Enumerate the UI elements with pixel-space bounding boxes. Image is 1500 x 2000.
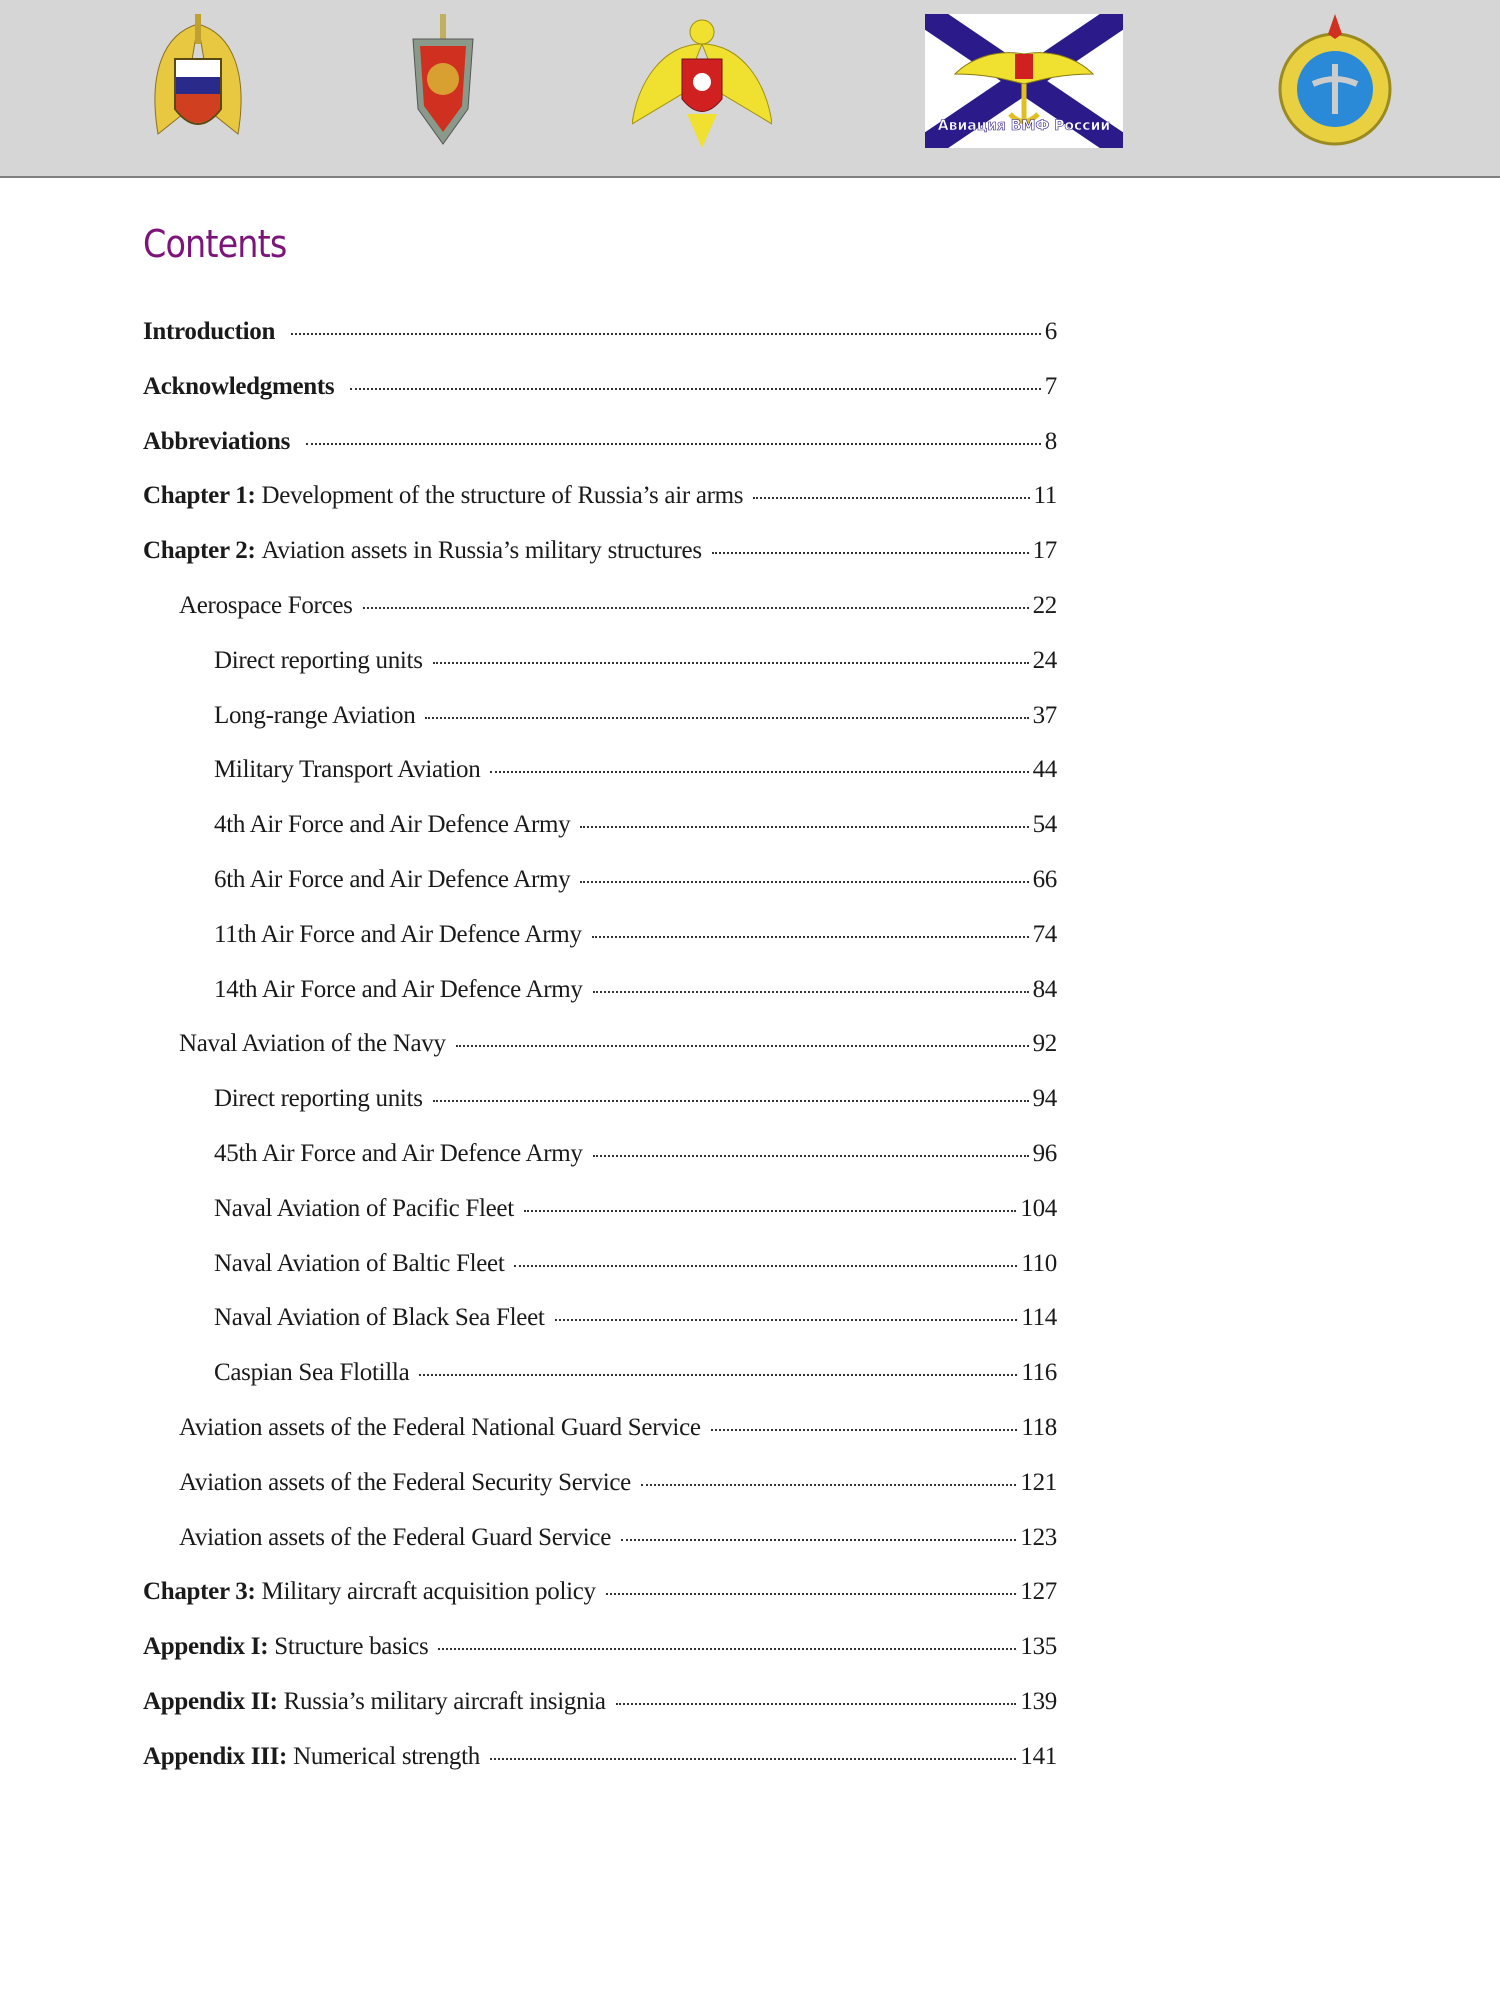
dot-leader [524,1209,1017,1212]
toc-entry-page: 110 [1021,1249,1057,1277]
dot-leader [580,825,1028,828]
toc-entry-label: Military Transport Aviation [214,756,481,784]
toc-entry[interactable] [143,482,1057,537]
toc-entry-label: Russia’s military aircraft insignia [283,1687,606,1715]
toc-entry-page: 94 [1032,1085,1057,1113]
aerospace-forces-emblem-icon [1278,14,1392,148]
toc-entry-prefix: Appendix III: [143,1742,288,1770]
toc-entry-page: 118 [1021,1413,1057,1441]
toc-entry-label: 14th Air Force and Air Defence Army [214,975,583,1003]
toc-entry-prefix: Chapter 1: [143,482,256,510]
toc-entry-page: 104 [1020,1194,1057,1222]
toc-entry-page: 17 [1032,537,1057,565]
toc-entry-page: 66 [1032,865,1057,893]
toc-entry[interactable] [143,1304,1057,1359]
toc-entry-label: Naval Aviation of Pacific Fleet [214,1194,514,1222]
toc-entry-page: 121 [1020,1468,1057,1496]
toc-entry-label: 45th Air Force and Air Defence Army [214,1139,583,1167]
toc-entry-page: 123 [1020,1523,1057,1551]
toc-entry-prefix: Introduction [143,318,276,345]
toc-entry-label: Naval Aviation of Black Sea Fleet [214,1304,545,1332]
toc-entry-label: 11th Air Force and Air Defence Army [214,920,582,948]
dot-leader [363,606,1029,609]
toc-entry-prefix: Acknowledgments [143,372,335,400]
dot-leader [490,1757,1016,1760]
toc-entry-prefix: Appendix I: [143,1633,269,1661]
toc-entry-page: 74 [1032,920,1057,948]
dot-leader [433,1099,1029,1102]
toc-entry[interactable] [143,1359,1057,1414]
dot-leader [438,1647,1016,1650]
toc-entry-label: Aviation assets of the Federal National Guard Service [179,1413,701,1441]
toc-entry-label: Direct reporting units [214,1085,423,1113]
toc-entry-label: Numerical strength [293,1742,480,1770]
toc-entry[interactable] [143,1250,1057,1305]
toc-entry[interactable] [143,756,1057,811]
federal-guard-service-emblem-icon [143,14,253,148]
toc-entry[interactable] [143,702,1057,757]
toc-entry-label: Structure basics [274,1633,429,1661]
toc-entry-label: Military aircraft acquisition policy [261,1578,596,1606]
dot-leader [593,1154,1029,1157]
toc-entry[interactable] [143,1085,1057,1140]
toc-entry[interactable] [143,921,1057,976]
dot-leader [419,1373,1017,1376]
toc-entry-page: 84 [1032,975,1057,1003]
toc-entry[interactable] [143,811,1057,866]
toc-entry[interactable] [143,866,1057,921]
toc-entry-label: Naval Aviation of Baltic Fleet [214,1249,505,1277]
dot-leader [456,1044,1029,1047]
page-title: Contents [143,222,287,266]
toc-entry-label: Naval Aviation of the Navy [179,1030,446,1058]
toc-entry[interactable] [143,318,1057,373]
toc-entry[interactable] [143,537,1057,592]
dot-leader [306,442,1041,445]
dot-leader [621,1538,1016,1541]
toc-entry-page: 22 [1032,591,1057,619]
naval-aviation-flag-icon [925,14,1123,148]
toc-entry[interactable] [143,1414,1057,1469]
dot-leader [712,551,1029,554]
toc-entry-label: Long-range Aviation [214,701,416,729]
toc-entry[interactable] [143,1195,1057,1250]
toc-entry[interactable] [143,976,1057,1031]
dot-leader [641,1483,1016,1486]
toc-entry-prefix: Appendix II: [143,1687,278,1715]
dot-leader [433,661,1029,664]
toc-entry-label: Aerospace Forces [179,591,353,619]
toc-entry-label: Development of the structure of Russia’s air arms [261,482,744,510]
toc-entry[interactable] [143,1140,1057,1195]
dot-leader [606,1592,1017,1595]
table-of-contents [143,318,1057,1798]
dot-leader [425,716,1028,719]
toc-entry-page: 135 [1020,1633,1057,1661]
toc-entry-label: Direct reporting units [214,646,423,674]
toc-entry[interactable] [143,1633,1057,1688]
toc-entry-page: 7 [1044,372,1057,400]
toc-entry-label: 4th Air Force and Air Defence Army [214,811,571,839]
dot-leader [490,770,1028,773]
federal-security-service-emblem-icon [408,14,478,148]
dot-leader [592,935,1029,938]
toc-entry-prefix: Chapter 3: [143,1578,256,1606]
dot-leader [593,990,1029,993]
toc-entry[interactable] [143,592,1057,647]
toc-entry-page: 6 [1044,318,1057,345]
toc-entry-page: 139 [1020,1687,1057,1715]
toc-entry-page: 37 [1032,701,1057,729]
toc-entry-label: Aviation assets of the Federal Security Service [179,1468,631,1496]
toc-entry[interactable] [143,1688,1057,1743]
toc-entry[interactable] [143,373,1057,428]
toc-entry-page: 24 [1032,646,1057,674]
toc-entry-page: 44 [1032,756,1057,784]
toc-entry-label: Aviation assets of the Federal Guard Service [179,1523,612,1551]
national-guard-emblem-icon [632,14,772,148]
dot-leader [753,496,1029,499]
toc-entry[interactable] [143,1524,1057,1579]
toc-entry-label: Aviation assets in Russia’s military structures [261,537,702,565]
toc-entry[interactable] [143,1578,1057,1633]
toc-entry-page: 116 [1021,1359,1057,1387]
toc-entry-page: 54 [1032,811,1057,839]
toc-entry-page: 96 [1032,1139,1057,1167]
toc-entry[interactable] [143,428,1057,483]
toc-entry-page: 11 [1033,482,1057,510]
toc-entry[interactable] [143,647,1057,702]
dot-leader [580,880,1028,883]
toc-entry-page: 8 [1044,427,1057,455]
emblem-banner [0,0,1500,178]
toc-entry[interactable] [143,1030,1057,1085]
toc-entry-page: 114 [1021,1304,1057,1332]
toc-entry-label: 6th Air Force and Air Defence Army [214,865,571,893]
toc-entry-page: 127 [1020,1578,1057,1606]
toc-entry[interactable] [143,1469,1057,1524]
toc-entry-prefix: Abbreviations [143,427,291,455]
dot-leader [711,1428,1018,1431]
toc-entry-page: 92 [1032,1030,1057,1058]
toc-entry-page: 141 [1020,1742,1057,1770]
dot-leader [291,332,1041,335]
dot-leader [514,1264,1017,1267]
toc-entry-prefix: Chapter 2: [143,537,256,565]
dot-leader [350,387,1040,390]
svg-text:Авиация ВМФ России: Авиация ВМФ России [937,118,1111,134]
dot-leader [555,1318,1018,1321]
dot-leader [616,1702,1017,1705]
toc-entry[interactable] [143,1743,1057,1798]
toc-entry-label: Caspian Sea Flotilla [214,1359,410,1387]
